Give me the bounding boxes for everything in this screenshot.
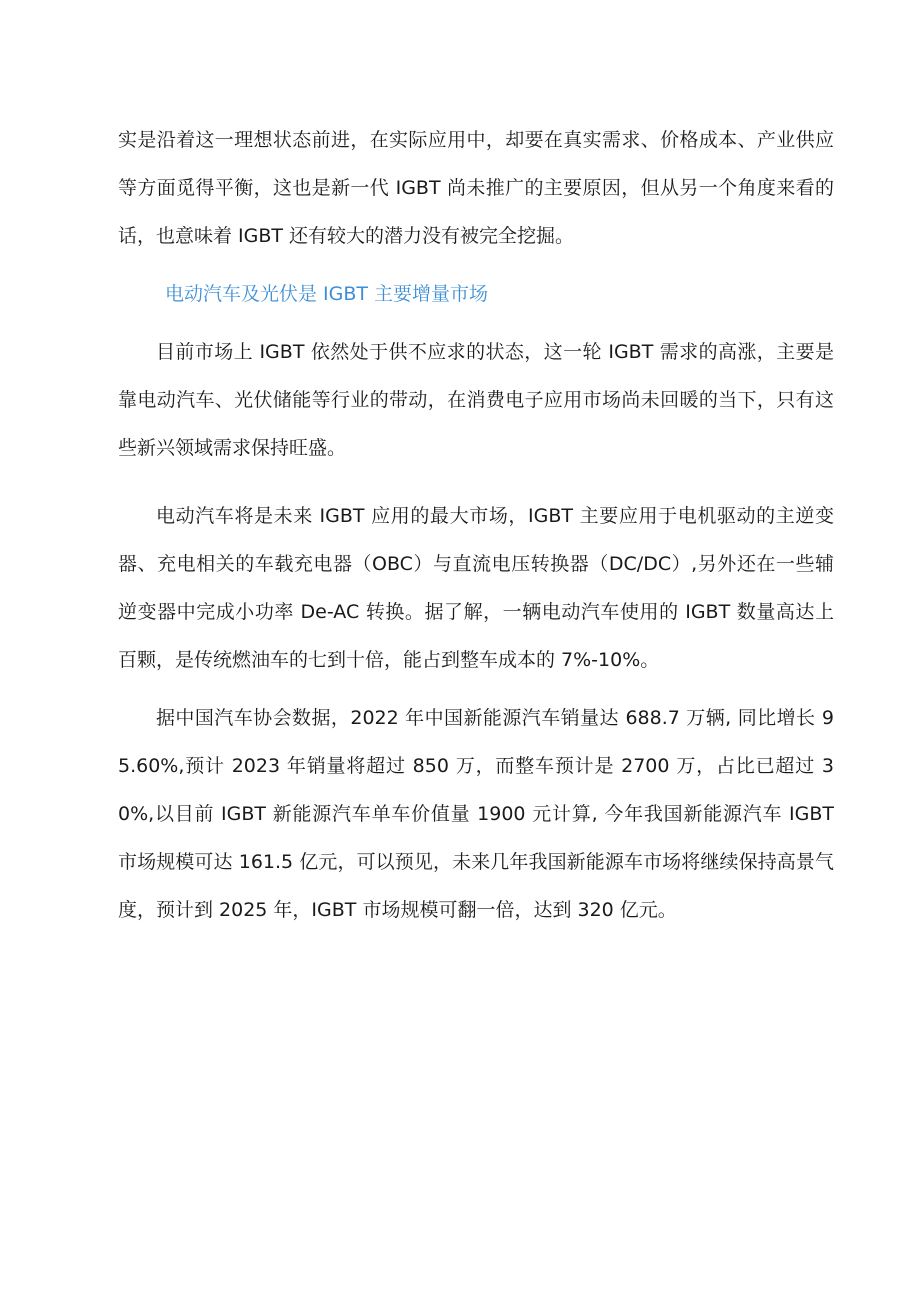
spacer xyxy=(118,684,834,694)
section-heading: 电动汽车及光伏是 IGBT 主要增量市场 xyxy=(165,283,489,305)
paragraph-ev-application: 电动汽车将是未来 IGBT 应用的最大市场，IGBT 主要应用于电机驱动的主逆变器、充电相关的车载充电器（OBC）与直流电压转换器（DC/DC）,另外还在一些辅逆变器中完成小功率 De-AC 转换。据了解，一辆电动汽车使用的 IGBT 数量高达上百颗，是传统燃油车的七到十倍，能占到整车成本的 7%-10%。 xyxy=(118,505,834,671)
paragraph-market-demand: 目前市场上 IGBT 依然处于供不应求的状态，这一轮 IGBT 需求的高涨，主要是靠电动汽车、光伏储能等行业的带动，在消费电子应用市场尚未回暖的当下，只有这些新兴领域需求保持旺盛。 xyxy=(118,341,834,459)
spacer xyxy=(118,472,834,492)
paragraph-continuation: 实是沿着这一理想状态前进，在实际应用中，却要在真实需求、价格成本、产业供应等方面觅得平衡，这也是新一代 IGBT 尚未推广的主要原因，但从另一个角度来看的话，也意味着 IGBT 还有较大的潜力没有被完全挖掘。 xyxy=(118,129,834,247)
document-body xyxy=(118,116,834,934)
spacer xyxy=(118,260,834,270)
spacer xyxy=(118,318,834,328)
paragraph-market-data: 据中国汽车协会数据，2022 年中国新能源汽车销量达 688.7 万辆, 同比增长 95.60%,预计 2023 年销量将超过 850 万，而整车预计是 2700 万，占比已超过 30%,以目前 IGBT 新能源汽车单车价值量 1900 元计算, 今年我国新能源汽车 IGBT 市场规模可达 161.5 亿元，可以预见，未来几年我国新能源车市场将继续保持高景气度，预计到 2025 年，IGBT 市场规模可翻一倍，达到 320 亿元。 xyxy=(118,707,834,921)
